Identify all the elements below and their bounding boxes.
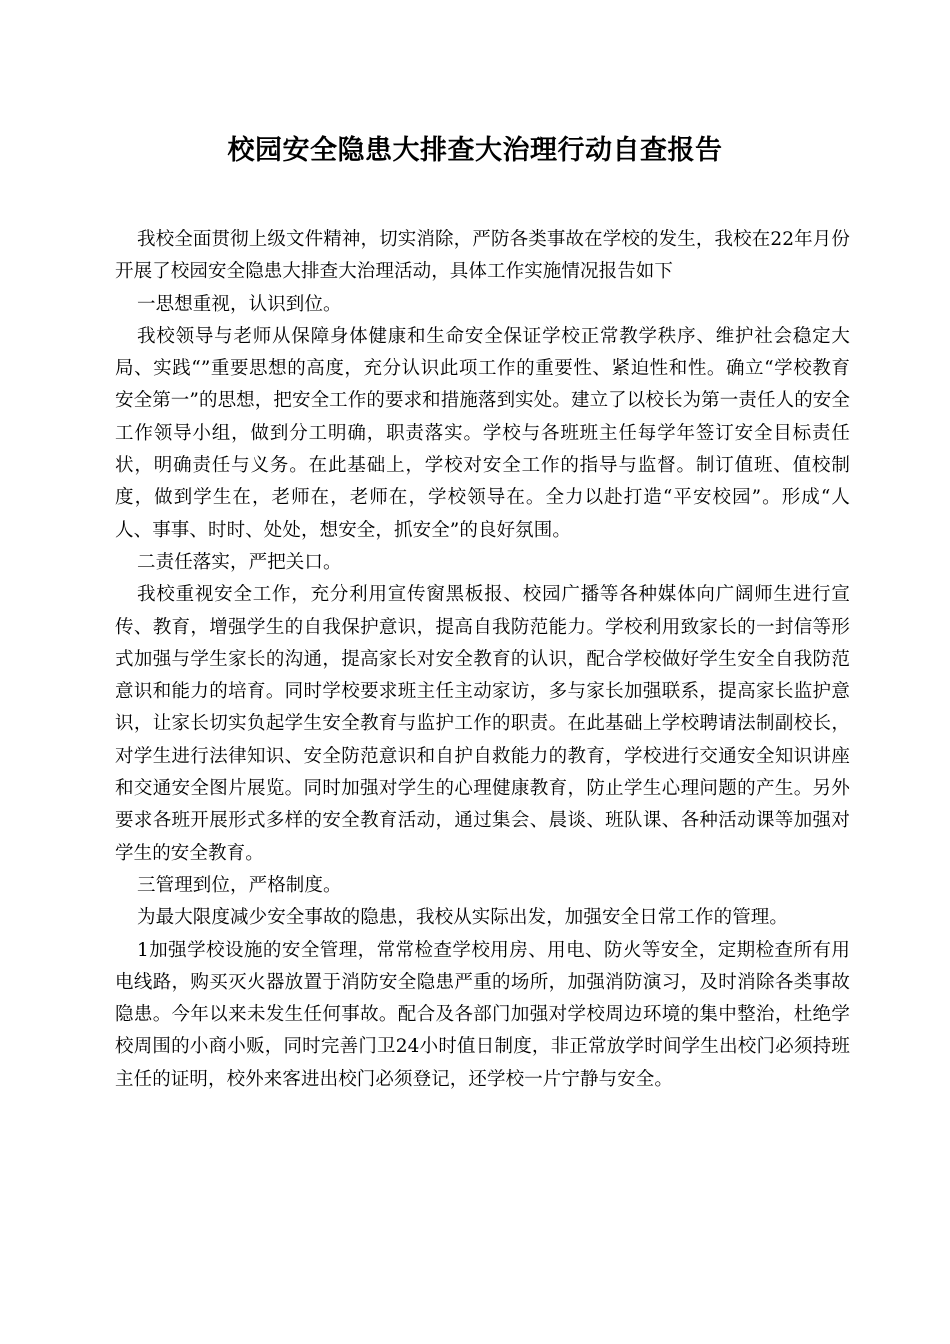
paragraph-section-1: 我校领导与老师从保障身体健康和生命安全保证学校正常教学秩序、维护社会稳定大局、实践“”重要思想的高度，充分认识此项工作的重要性、紧迫性和性。确立“学校教育安全第一”的思想，把安全工作的要求和措施落到实处。建立了以校长为第一责任人的安全工作领导小组，做到分工明确，职责落实。学校与各班班主任每学年签订安全目标责任状，明确责任与义务。在此基础上，学校对安全工作的指导与监督。制订值班、值校制度，做到学生在，老师在，老师在，学校领导在。全力以赴打造“平安校园”。形成“人人、事事、时时、处处，想安全，抓安全”的良好氛围。 (115, 325, 850, 541)
paragraph-section-2: 我校重视安全工作，充分利用宣传窗黑板报、校园广播等各种媒体向广阔师生进行宣传、教育，增强学生的自我保护意识，提高自我防范能力。学校利用致家长的一封信等形式加强与学生家长的沟通，提高家长对安全教育的认识，配合学校做好学生安全自我防范意识和能力的培育。同时学校要求班主任主动家访，多与家长加强联系，提高家长监护意识，让家长切实负起学生安全教育与监护工作的职责。在此基础上学校聘请法制副校长，对学生进行法律知识、安全防范意识和自护自救能力的教育，学校进行交通安全知识讲座和交通安全图片展览。同时加强对学生的心理健康教育，防止学生心理问题的产生。另外要求各班开展形式多样的安全教育活动，通过集会、晨谈、班队课、各种活动课等加强对学生的安全教育。 (115, 584, 850, 864)
paragraph-section-3-intro: 为最大限度减少安全事故的隐患，我校从实际出发，加强安全日常工作的管理。 (137, 907, 789, 929)
section-heading-3: 三管理到位，严格制度。 (137, 874, 342, 896)
document-body (115, 224, 850, 1096)
paragraph-section-3-item-1: 1加强学校设施的安全管理，常常检查学校用房、用电、防火等安全，定期检查所有用电线路，购买灭火器放置于消防安全隐患严重的场所，加强消防演习，及时消除各类事故隐患。今年以来未发生任何事故。配合及各部门加强对学校周边环境的集中整治，杜绝学校周围的小商小贩，同时完善门卫24小时值日制度，非正常放学时间学生出校门必须持班主任的证明，校外来客进出校门必须登记，还学校一片宁静与安全。 (115, 939, 850, 1090)
paragraph-intro: 我校全面贯彻上级文件精神，切实消除，严防各类事故在学校的发生，我校在22年月份开展了校园安全隐患大排查大治理活动，具体工作实施情况报告如下 (115, 229, 850, 283)
section-heading-1: 一思想重视，认识到位。 (137, 293, 342, 315)
section-heading-2: 二责任落实，严把关口。 (137, 551, 342, 573)
document-title: 校园安全隐患大排查大治理行动自查报告 (227, 135, 723, 166)
